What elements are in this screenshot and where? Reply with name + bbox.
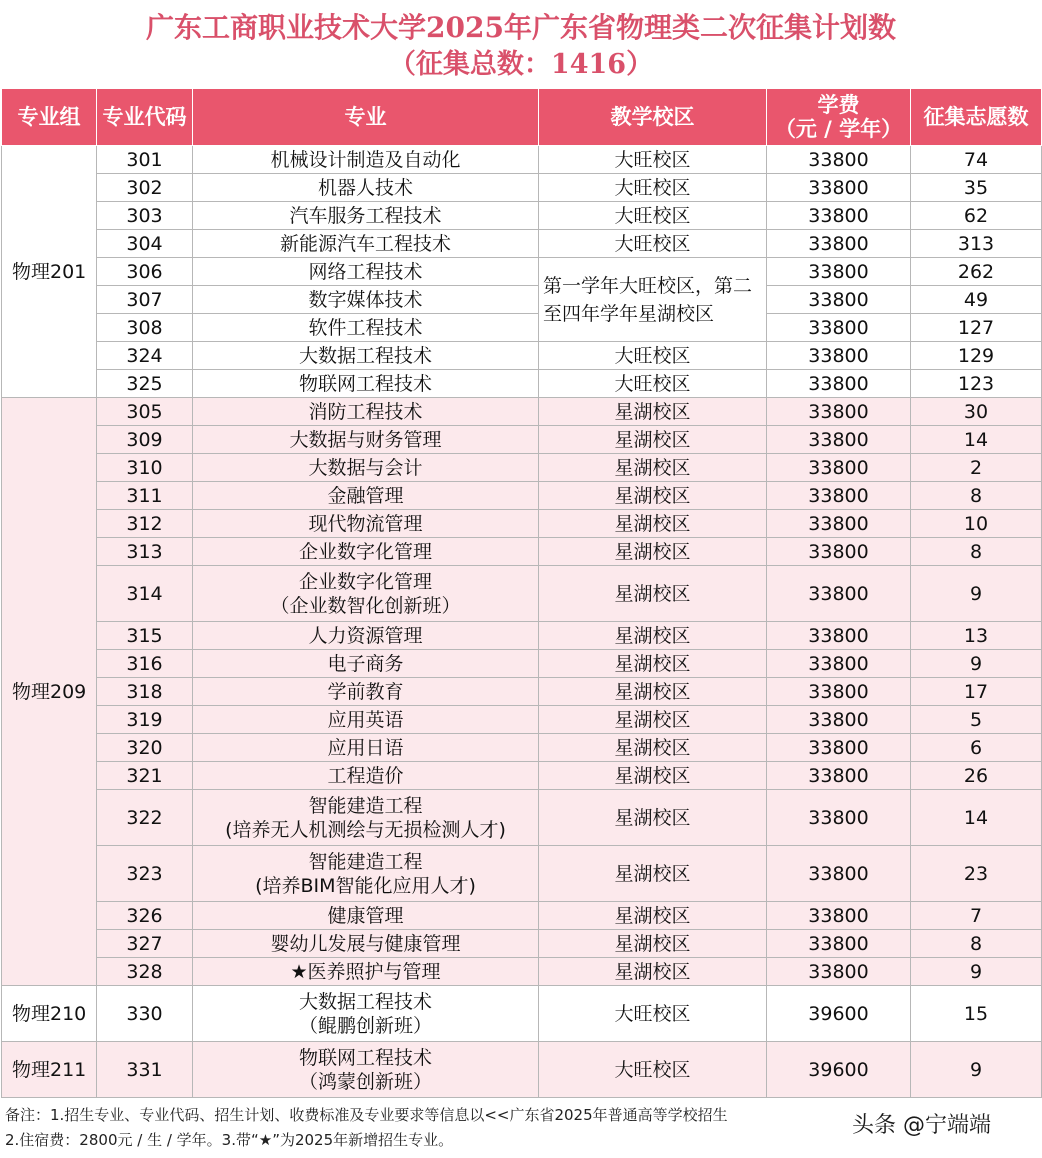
code-cell: 312 xyxy=(97,510,193,538)
header-code: 专业代码 xyxy=(97,89,193,146)
header-campus: 教学校区 xyxy=(539,89,767,146)
table-row xyxy=(2,762,1042,790)
campus-cell: 星湖校区 xyxy=(539,930,767,958)
major-cell xyxy=(193,314,539,342)
fee-cell: 33800 xyxy=(767,930,911,958)
fee-cell: 33800 xyxy=(767,706,911,734)
count-cell: 26 xyxy=(911,762,1042,790)
major-cell xyxy=(193,342,539,370)
table-row xyxy=(2,370,1042,398)
major-cell xyxy=(193,398,539,426)
major-cell xyxy=(193,230,539,258)
code-cell: 311 xyxy=(97,482,193,510)
count-cell: 9 xyxy=(911,1042,1042,1098)
major-name: 现代物流管理 xyxy=(308,512,423,535)
major-name: 企业数字化管理 xyxy=(298,540,432,563)
campus-cell: 大旺校区 xyxy=(539,370,767,398)
code-cell: 314 xyxy=(97,566,193,622)
fee-cell: 33800 xyxy=(767,790,911,846)
major-cell xyxy=(193,930,539,958)
major-cell xyxy=(193,622,539,650)
code-cell: 325 xyxy=(97,370,193,398)
code-cell: 316 xyxy=(97,650,193,678)
fee-cell: 33800 xyxy=(767,426,911,454)
table-row xyxy=(2,398,1042,426)
major-name: 汽车服务工程技术 xyxy=(289,204,442,227)
table-row xyxy=(2,986,1042,1042)
major-cell xyxy=(193,370,539,398)
major-cell xyxy=(193,650,539,678)
major-name: 数字媒体技术 xyxy=(308,288,423,311)
campus-cell: 星湖校区 xyxy=(539,566,767,622)
header-group: 专业组 xyxy=(2,89,97,146)
major-cell xyxy=(193,706,539,734)
fee-cell: 33800 xyxy=(767,566,911,622)
table-row xyxy=(2,510,1042,538)
title-line-2: （征集总数：1416） xyxy=(388,49,654,80)
count-cell: 9 xyxy=(911,650,1042,678)
major-note: (培养无人机测绘与无损检测人才) xyxy=(225,818,506,841)
table-row xyxy=(2,286,1042,314)
major-cell xyxy=(193,678,539,706)
major-name: 物联网工程技术 xyxy=(298,372,432,395)
count-cell: 15 xyxy=(911,986,1042,1042)
major-name: 电子商务 xyxy=(327,652,404,675)
major-name: 金融管理 xyxy=(327,484,404,507)
count-cell: 30 xyxy=(911,398,1042,426)
enrollment-table xyxy=(1,88,1042,1098)
major-name: 大数据工程技术 xyxy=(298,990,432,1013)
campus-cell: 星湖校区 xyxy=(539,902,767,930)
count-cell: 14 xyxy=(911,790,1042,846)
major-name: 人力资源管理 xyxy=(308,624,423,647)
major-cell xyxy=(193,426,539,454)
major-name: 新能源汽车工程技术 xyxy=(279,232,451,255)
table-body xyxy=(2,146,1042,1098)
table-row xyxy=(2,734,1042,762)
major-cell xyxy=(193,510,539,538)
campus-cell: 大旺校区 xyxy=(539,146,767,174)
fee-cell: 39600 xyxy=(767,986,911,1042)
header-major: 专业 xyxy=(193,89,539,146)
fee-cell: 33800 xyxy=(767,342,911,370)
campus-cell: 星湖校区 xyxy=(539,958,767,986)
fee-cell: 33800 xyxy=(767,258,911,286)
campus-cell: 星湖校区 xyxy=(539,538,767,566)
count-cell: 14 xyxy=(911,426,1042,454)
campus-cell: 大旺校区 xyxy=(539,202,767,230)
table-row xyxy=(2,846,1042,902)
campus-cell: 大旺校区 xyxy=(539,342,767,370)
count-cell: 262 xyxy=(911,258,1042,286)
major-cell xyxy=(193,762,539,790)
table-row xyxy=(2,314,1042,342)
major-note: （鲲鹏创新班） xyxy=(298,1014,432,1037)
code-cell: 309 xyxy=(97,426,193,454)
count-cell: 6 xyxy=(911,734,1042,762)
table-row xyxy=(2,538,1042,566)
table-row xyxy=(2,202,1042,230)
major-cell xyxy=(193,958,539,986)
footer-line-2: 2.住宿费：2800元 / 生 / 学年。3.带“★”为2025年新增招生专业。 xyxy=(5,1131,454,1149)
campus-cell: 星湖校区 xyxy=(539,454,767,482)
fee-cell: 33800 xyxy=(767,678,911,706)
code-cell: 306 xyxy=(97,258,193,286)
code-cell: 323 xyxy=(97,846,193,902)
code-cell: 324 xyxy=(97,342,193,370)
major-name: 消防工程技术 xyxy=(308,400,423,423)
code-cell: 310 xyxy=(97,454,193,482)
count-cell: 8 xyxy=(911,482,1042,510)
code-cell: 318 xyxy=(97,678,193,706)
fee-cell: 33800 xyxy=(767,370,911,398)
campus-cell: 星湖校区 xyxy=(539,510,767,538)
table-row xyxy=(2,482,1042,510)
major-name: 健康管理 xyxy=(327,904,404,927)
header-fee-line-1: 学费 xyxy=(817,93,860,117)
major-cell xyxy=(193,566,539,622)
fee-cell: 33800 xyxy=(767,846,911,902)
fee-cell: 33800 xyxy=(767,622,911,650)
code-cell: 322 xyxy=(97,790,193,846)
fee-cell: 33800 xyxy=(767,762,911,790)
count-cell: 2 xyxy=(911,454,1042,482)
major-name: 软件工程技术 xyxy=(308,316,423,339)
campus-cell: 大旺校区 xyxy=(539,1042,767,1098)
major-cell xyxy=(193,202,539,230)
major-name: 大数据工程技术 xyxy=(298,344,432,367)
campus-cell: 星湖校区 xyxy=(539,790,767,846)
fee-cell: 33800 xyxy=(767,454,911,482)
count-cell: 23 xyxy=(911,846,1042,902)
major-note: （企业数智化创新班） xyxy=(270,594,461,617)
table-row xyxy=(2,1042,1042,1098)
group-cell: 物理211 xyxy=(2,1042,97,1098)
table-row xyxy=(2,790,1042,846)
group-cell: 物理209 xyxy=(2,398,97,986)
campus-cell: 星湖校区 xyxy=(539,482,767,510)
code-cell: 308 xyxy=(97,314,193,342)
table-header-row xyxy=(2,89,1042,146)
watermark: 头条 @宁端端 xyxy=(852,1113,991,1138)
count-cell: 35 xyxy=(911,174,1042,202)
count-cell: 127 xyxy=(911,314,1042,342)
code-cell: 313 xyxy=(97,538,193,566)
fee-cell: 33800 xyxy=(767,538,911,566)
count-cell: 8 xyxy=(911,538,1042,566)
code-cell: 303 xyxy=(97,202,193,230)
campus-cell: 星湖校区 xyxy=(539,706,767,734)
count-cell: 7 xyxy=(911,902,1042,930)
header-count: 征集志愿数 xyxy=(911,89,1042,146)
code-cell: 327 xyxy=(97,930,193,958)
count-cell: 313 xyxy=(911,230,1042,258)
major-cell xyxy=(193,902,539,930)
table-row xyxy=(2,678,1042,706)
code-cell: 305 xyxy=(97,398,193,426)
major-cell xyxy=(193,846,539,902)
major-name: 大数据与财务管理 xyxy=(289,428,442,451)
code-cell: 319 xyxy=(97,706,193,734)
major-cell xyxy=(193,454,539,482)
code-cell: 315 xyxy=(97,622,193,650)
major-cell xyxy=(193,174,539,202)
code-cell: 320 xyxy=(97,734,193,762)
major-cell xyxy=(193,986,539,1042)
table-row xyxy=(2,902,1042,930)
major-cell xyxy=(193,146,539,174)
table-row xyxy=(2,706,1042,734)
count-cell: 129 xyxy=(911,342,1042,370)
header-fee xyxy=(767,89,911,146)
count-cell: 9 xyxy=(911,958,1042,986)
campus-cell: 大旺校区 xyxy=(539,230,767,258)
campus-cell: 星湖校区 xyxy=(539,398,767,426)
title-line-1: 广东工商职业技术大学2025年广东省物理类二次征集计划数 xyxy=(146,11,896,44)
campus-cell: 星湖校区 xyxy=(539,762,767,790)
campus-cell: 星湖校区 xyxy=(539,734,767,762)
code-cell: 328 xyxy=(97,958,193,986)
fee-cell: 33800 xyxy=(767,510,911,538)
code-cell: 302 xyxy=(97,174,193,202)
major-name: 机械设计制造及自动化 xyxy=(270,148,461,171)
major-name: 学前教育 xyxy=(327,680,404,703)
major-name: 应用日语 xyxy=(327,736,404,759)
code-cell: 304 xyxy=(97,230,193,258)
campus-cell: 星湖校区 xyxy=(539,650,767,678)
major-name: 婴幼儿发展与健康管理 xyxy=(270,932,461,955)
count-cell: 10 xyxy=(911,510,1042,538)
count-cell: 17 xyxy=(911,678,1042,706)
count-cell: 49 xyxy=(911,286,1042,314)
major-cell xyxy=(193,258,539,286)
fee-cell: 33800 xyxy=(767,398,911,426)
major-name: 机器人技术 xyxy=(317,176,413,199)
fee-cell: 33800 xyxy=(767,146,911,174)
table-row xyxy=(2,146,1042,174)
campus-cell: 星湖校区 xyxy=(539,622,767,650)
major-name: 工程造价 xyxy=(327,764,404,787)
major-note: （鸿蒙创新班） xyxy=(298,1070,432,1093)
fee-cell: 33800 xyxy=(767,650,911,678)
table-row xyxy=(2,342,1042,370)
group-cell: 物理210 xyxy=(2,986,97,1042)
major-cell xyxy=(193,1042,539,1098)
major-name: 网络工程技术 xyxy=(308,260,423,283)
campus-cell: 星湖校区 xyxy=(539,426,767,454)
count-cell: 74 xyxy=(911,146,1042,174)
code-cell: 301 xyxy=(97,146,193,174)
major-name: 大数据与会计 xyxy=(308,456,423,479)
table-row xyxy=(2,958,1042,986)
major-note: (培养BIM智能化应用人才) xyxy=(255,874,476,897)
table-row xyxy=(2,650,1042,678)
fee-cell: 33800 xyxy=(767,482,911,510)
major-cell xyxy=(193,482,539,510)
campus-cell: 大旺校区 xyxy=(539,174,767,202)
count-cell: 123 xyxy=(911,370,1042,398)
major-name: 智能建造工程 xyxy=(308,794,423,817)
table-row xyxy=(2,930,1042,958)
campus-cell: 大旺校区 xyxy=(539,986,767,1042)
fee-cell: 33800 xyxy=(767,958,911,986)
fee-cell: 33800 xyxy=(767,174,911,202)
count-cell: 13 xyxy=(911,622,1042,650)
count-cell: 8 xyxy=(911,930,1042,958)
table-row xyxy=(2,454,1042,482)
major-name: ★医养照护与管理 xyxy=(290,960,441,983)
table-row xyxy=(2,566,1042,622)
major-cell xyxy=(193,286,539,314)
header-fee-line-2: （元 / 学年） xyxy=(774,117,903,141)
fee-cell: 33800 xyxy=(767,734,911,762)
code-cell: 330 xyxy=(97,986,193,1042)
fee-cell: 33800 xyxy=(767,902,911,930)
major-cell xyxy=(193,790,539,846)
count-cell: 62 xyxy=(911,202,1042,230)
campus-cell: 星湖校区 xyxy=(539,846,767,902)
table-row xyxy=(2,426,1042,454)
fee-cell: 33800 xyxy=(767,314,911,342)
code-cell: 331 xyxy=(97,1042,193,1098)
major-cell xyxy=(193,734,539,762)
fee-cell: 33800 xyxy=(767,286,911,314)
major-name: 应用英语 xyxy=(327,708,404,731)
code-cell: 307 xyxy=(97,286,193,314)
table-row xyxy=(2,174,1042,202)
major-cell xyxy=(193,538,539,566)
footer-line-1: 备注：1.招生专业、专业代码、招生计划、收费标准及专业要求等信息以<<广东省2025年普通高等学校招生 xyxy=(5,1106,728,1124)
count-cell: 9 xyxy=(911,566,1042,622)
campus-cell-merged: 第一学年大旺校区，第二至四年学年星湖校区 xyxy=(539,258,767,342)
major-name: 物联网工程技术 xyxy=(298,1046,432,1069)
major-name: 企业数字化管理 xyxy=(298,570,432,593)
major-name: 智能建造工程 xyxy=(308,850,423,873)
group-cell: 物理201 xyxy=(2,146,97,398)
code-cell: 321 xyxy=(97,762,193,790)
table-row xyxy=(2,230,1042,258)
code-cell: 326 xyxy=(97,902,193,930)
count-cell: 5 xyxy=(911,706,1042,734)
campus-cell: 星湖校区 xyxy=(539,678,767,706)
fee-cell: 33800 xyxy=(767,202,911,230)
fee-cell: 33800 xyxy=(767,230,911,258)
table-row xyxy=(2,622,1042,650)
fee-cell: 39600 xyxy=(767,1042,911,1098)
table-row xyxy=(2,258,1042,286)
